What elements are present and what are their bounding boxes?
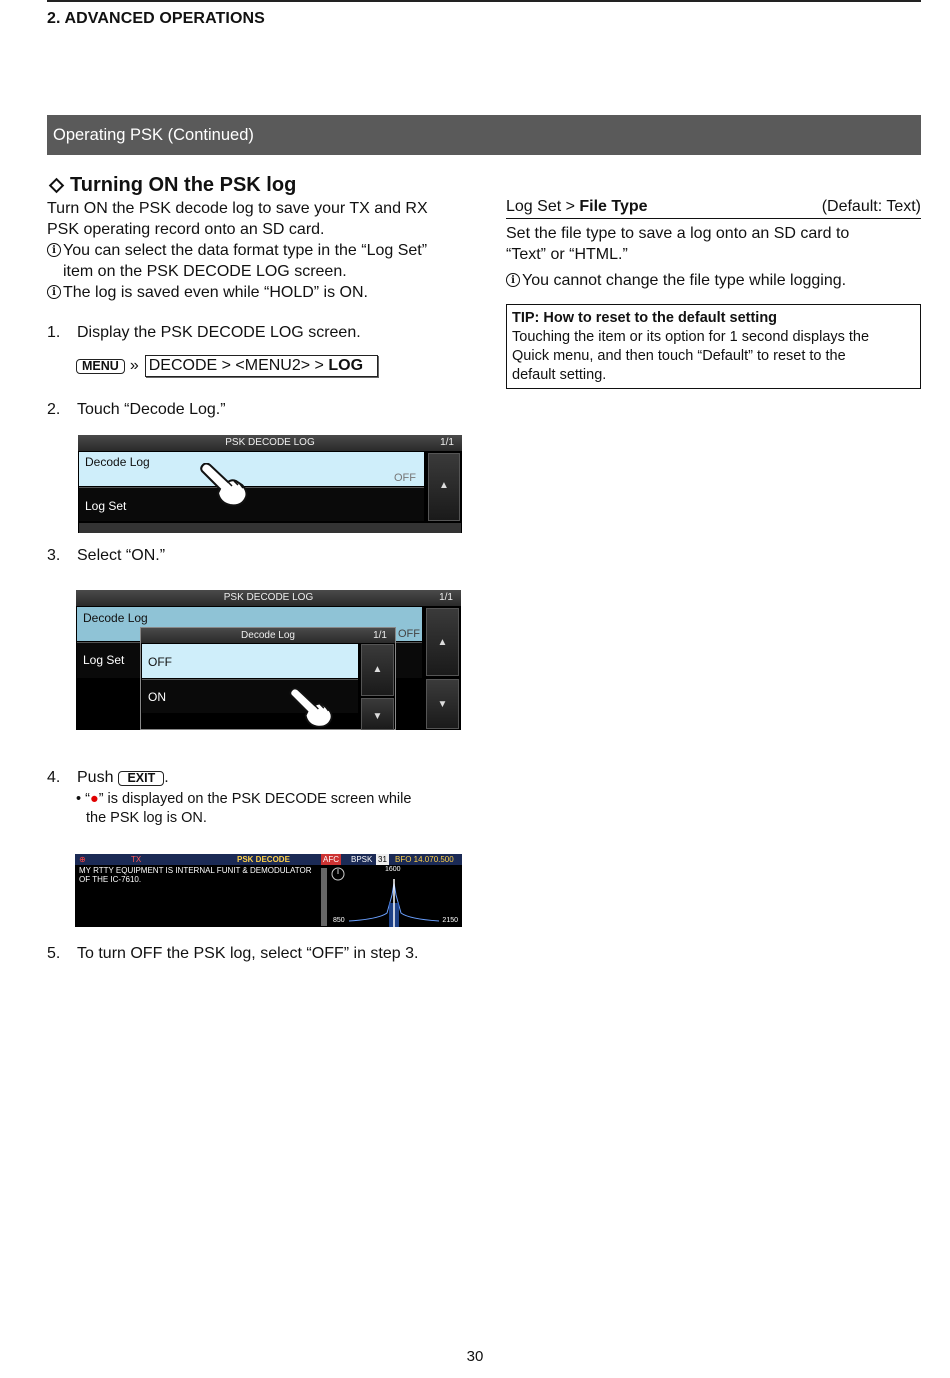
step-5: 5. To turn OFF the PSK log, select “OFF” in step 3. [47,945,419,962]
popup-scroll-down-button[interactable]: ▼ [361,698,394,730]
psk-decode-log-screen-2 [76,590,461,730]
page-number: 30 [466,1348,484,1365]
step-4-bullet: • “●” is displayed on the PSK DECODE screen while the PSK log is ON. [76,791,412,826]
heading-text: Turning ON the PSK log [70,174,297,196]
note-hold: i The log is saved even while “HOLD” is ON. [47,282,368,303]
file-type-note: i You cannot change the file type while logging. [506,270,846,291]
pointing-hand-icon [286,688,338,730]
option-off[interactable]: OFF [142,644,358,678]
step-2: 2. Touch “Decode Log.” [47,401,226,418]
decode-log-row[interactable]: Decode Log OFF [77,607,422,641]
screen-title: PSK DECODE LOG 1/1 [78,435,462,451]
log-indicator-dot: ● [89,791,99,807]
log-set-row[interactable]: Log Set [77,642,422,678]
tip-box: TIP: How to reset to the default setting Touching the item or its option for 1 second displays the Quick menu, and then touch “Default” to reset to the default setting. [506,304,921,389]
menu-separator: » [129,357,139,374]
top-rule [47,0,921,2]
pointing-hand-icon [198,463,252,509]
scroll-down-button[interactable]: ▼ [426,679,459,729]
psk-status-bar: ⊕ TX PSK DECODE AFC BPSK 31 BFO 14.070.500 [75,854,462,865]
menu-path-box: DECODE > <MENU2> > LOG [145,355,378,377]
scroll-up-button[interactable]: ▲ [426,608,459,676]
intro-text: Turn ON the PSK decode log to save your TX and RX PSK operating record onto an SD card. [47,200,428,238]
step-3: 3. Select “ON.” [47,547,166,564]
spectrum-panel: 1600 850 2150 [329,865,462,927]
decoded-text: MY RTTY EQUIPMENT IS INTERNAL FUNIT & DEMODULATOR OF THE IC-7610. [79,866,312,884]
text-scrollbar[interactable] [321,868,327,926]
menu-path [76,355,378,377]
psk-decode-log-screen-1 [78,435,462,533]
section-bar: Operating PSK (Continued) [47,115,921,155]
screen-title: PSK DECODE LOG 1/1 [76,590,461,606]
decode-log-popup [140,627,396,730]
file-type-title: Log Set > File Type (Default: Text) [506,198,921,219]
step-4: 4. Push EXIT . [47,769,169,786]
option-on[interactable]: ON [142,679,358,713]
note-data-format: i You can select the data format type in the “Log Set” item on the PSK DECODE LOG screen. [47,240,427,282]
section-heading [47,174,296,197]
default-value: (Default: Text) [821,198,921,215]
info-icon: i [47,243,61,257]
log-set-row[interactable]: Log Set [79,487,424,521]
popup-title: Decode Log 1/1 [141,628,395,643]
step-1: 1. Display the PSK DECODE LOG screen. [47,324,361,341]
exit-key[interactable]: EXIT [118,771,164,786]
decode-log-row[interactable]: Decode Log OFF [79,452,424,486]
popup-scroll-up-button[interactable]: ▲ [361,644,394,696]
file-type-description: Set the file type to save a log onto an SD card to “Text” or “HTML.” [506,225,850,263]
diamond-icon [49,178,65,194]
tip-title: TIP: How to reset to the default setting [512,310,778,326]
log-indicator-icon: ⊕ [79,855,86,864]
scroll-up-button[interactable]: ▲ [428,453,460,521]
info-icon: i [47,285,61,299]
info-icon: i [506,273,520,287]
chapter-title: 2. ADVANCED OPERATIONS [47,10,265,27]
psk-decode-screen [75,854,462,927]
menu-key[interactable]: MENU [76,359,125,374]
